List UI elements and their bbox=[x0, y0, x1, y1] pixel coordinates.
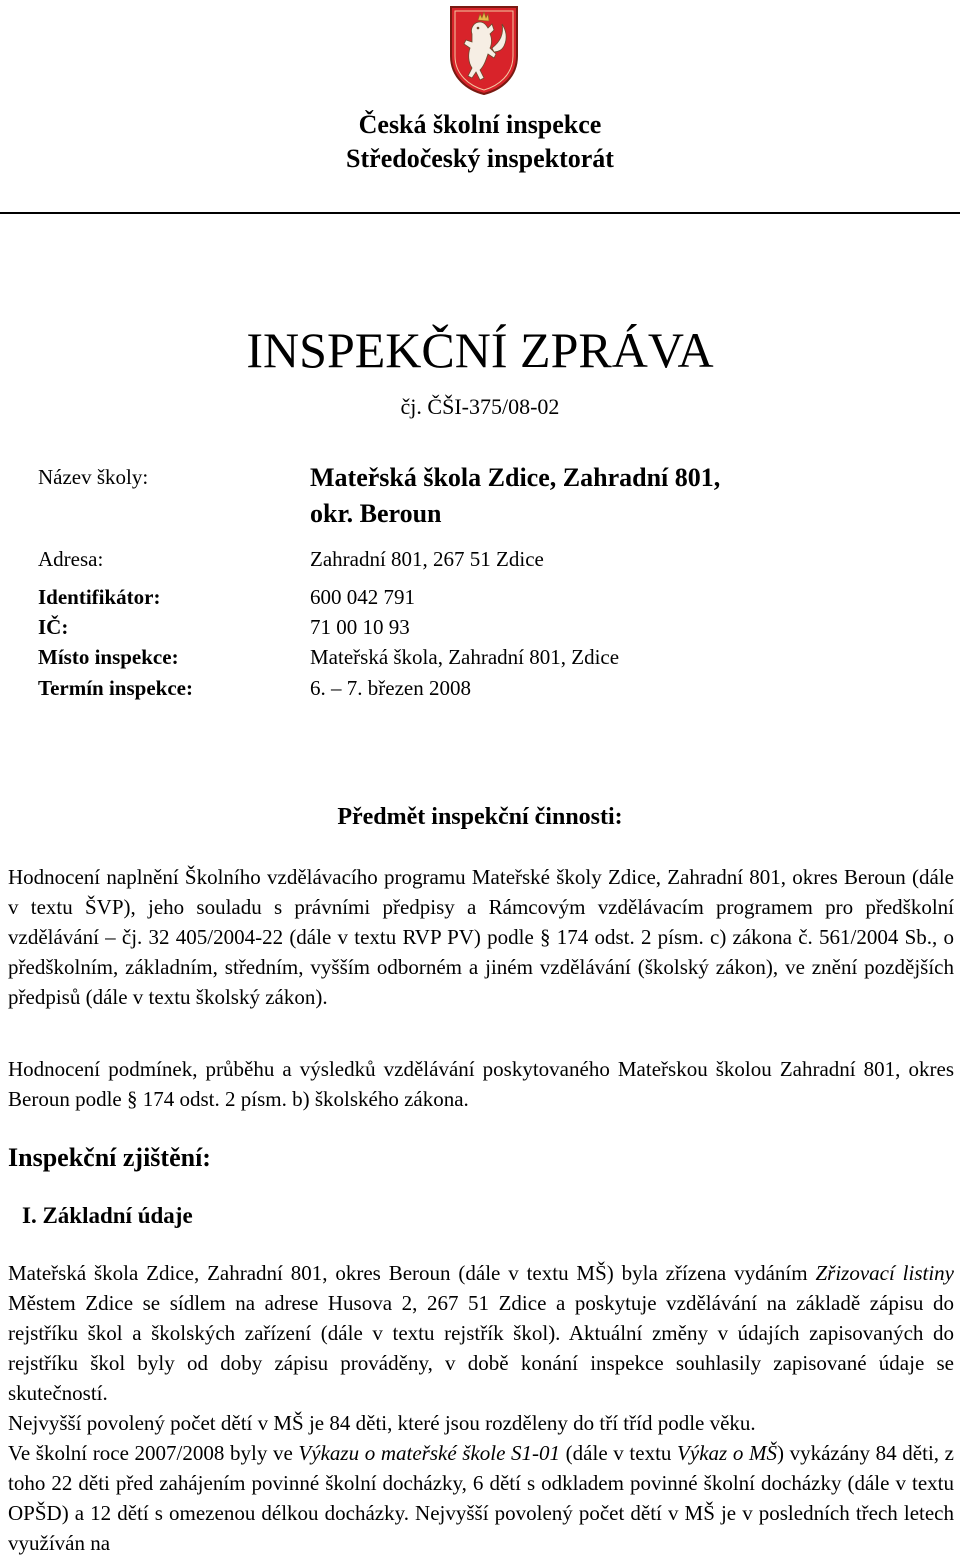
findings-p3-text-b: (dále v textu bbox=[560, 1441, 678, 1465]
ic-label: IČ: bbox=[38, 615, 69, 639]
findings-p3-italic-1: Výkazu o mateřské škole S1-01 bbox=[298, 1441, 561, 1465]
report-reference: čj. ČŠI-375/08-02 bbox=[400, 394, 560, 419]
subject-paragraph-1: Hodnocení naplnění Školního vzdělávacího programu Mateřské školy Zdice, Zahradní 801, okres Beroun (dále v textu ŠVP), jeho souladu s právními předpisy a Rámcovým vzdělávacím programem pro předškolní vzdělávání – čj. 32 405/2004-22 (dále v textu RVP PV) podle § 174 odst. 2 písm. c) zákona č. 561/2004 Sb., o předškolním, základním, středním, vyšším odborném a jiném vzdělávání (školský zákon), ve znění pozdějších předpisů (dále v textu školský zákon). bbox=[8, 865, 954, 1009]
school-name-value-2: okr. Beroun bbox=[310, 499, 442, 528]
inspection-place-label: Místo inspekce: bbox=[38, 645, 179, 669]
findings-paragraph-2: Nejvyšší povolený počet dětí v MŠ je 84 děti, které jsou rozděleny do tří tříd podle věku. bbox=[8, 1411, 756, 1435]
findings-p1-text-a: Mateřská škola Zdice, Zahradní 801, okres Beroun (dále v textu MŠ) byla zřízena vydáním bbox=[8, 1261, 816, 1285]
inspection-place-value: Mateřská škola, Zahradní 801, Zdice bbox=[310, 645, 620, 669]
org-name-line-2: Středočeský inspektorát bbox=[346, 144, 614, 173]
org-name-line-1: Česká školní inspekce bbox=[358, 110, 602, 139]
findings-p3-text-c: ) vykázány 84 děti, z toho 22 děti před zahájením povinné školní docházky, 6 dětí s odkladem povinné školní docházky (dále v textu OPŠD) a 12 dětí s omezenou délkou docházky. Nejvyšší povolený počet dětí v MŠ je v posledních třech letech využíván na bbox=[8, 1441, 954, 1555]
inspection-date-value: 6. – 7. březen 2008 bbox=[310, 676, 471, 700]
inspection-date-label: Termín inspekce: bbox=[38, 676, 193, 700]
subject-heading: Předmět inspekční činnosti: bbox=[337, 804, 623, 830]
header-divider bbox=[0, 212, 960, 214]
findings-p3-italic-2: Výkaz o MŠ bbox=[677, 1441, 777, 1465]
address-value: Zahradní 801, 267 51 Zdice bbox=[310, 547, 544, 571]
subject-paragraph-2: Hodnocení podmínek, průběhu a výsledků vzdělávání poskytovaného Mateřskou školou Zahradní 801, okres Beroun podle § 174 odst. 2 písm. b) školského zákona. bbox=[8, 1057, 954, 1111]
findings-heading: Inspekční zjištění: bbox=[8, 1143, 211, 1172]
findings-p3-text-a: Ve školní roce 2007/2008 byly ve bbox=[8, 1441, 299, 1465]
findings-paragraph-1 bbox=[8, 1258, 954, 1408]
school-name-label: Název školy: bbox=[38, 465, 149, 489]
findings-p1-text-b: Městem Zdice se sídlem na adrese Husova 2, 267 51 Zdice a poskytuje vzdělávání na základě zápisu do rejstříku škol a školských zařízení (dále v textu rejstřík škol). Aktuální změny v údajích zapisovaných do rejstříku škol byly od doby zápisu prováděny, v době konání inspekce souhlasily zapisované údaje se skutečností. bbox=[8, 1291, 954, 1405]
identifier-label: Identifikátor: bbox=[38, 585, 161, 609]
report-title: INSPEKČNÍ ZPRÁVA bbox=[246, 322, 714, 378]
findings-paragraph-3 bbox=[8, 1438, 954, 1558]
basic-data-section-title: I. Základní údaje bbox=[22, 1203, 193, 1228]
ic-value: 71 00 10 93 bbox=[310, 615, 410, 639]
identifier-value: 600 042 791 bbox=[310, 585, 415, 609]
findings-p1-italic: Zřizovací listiny bbox=[815, 1261, 954, 1285]
address-label: Adresa: bbox=[38, 547, 104, 571]
czech-coat-of-arms-icon bbox=[448, 4, 520, 96]
school-name-value-1: Mateřská škola Zdice, Zahradní 801, bbox=[310, 463, 721, 492]
